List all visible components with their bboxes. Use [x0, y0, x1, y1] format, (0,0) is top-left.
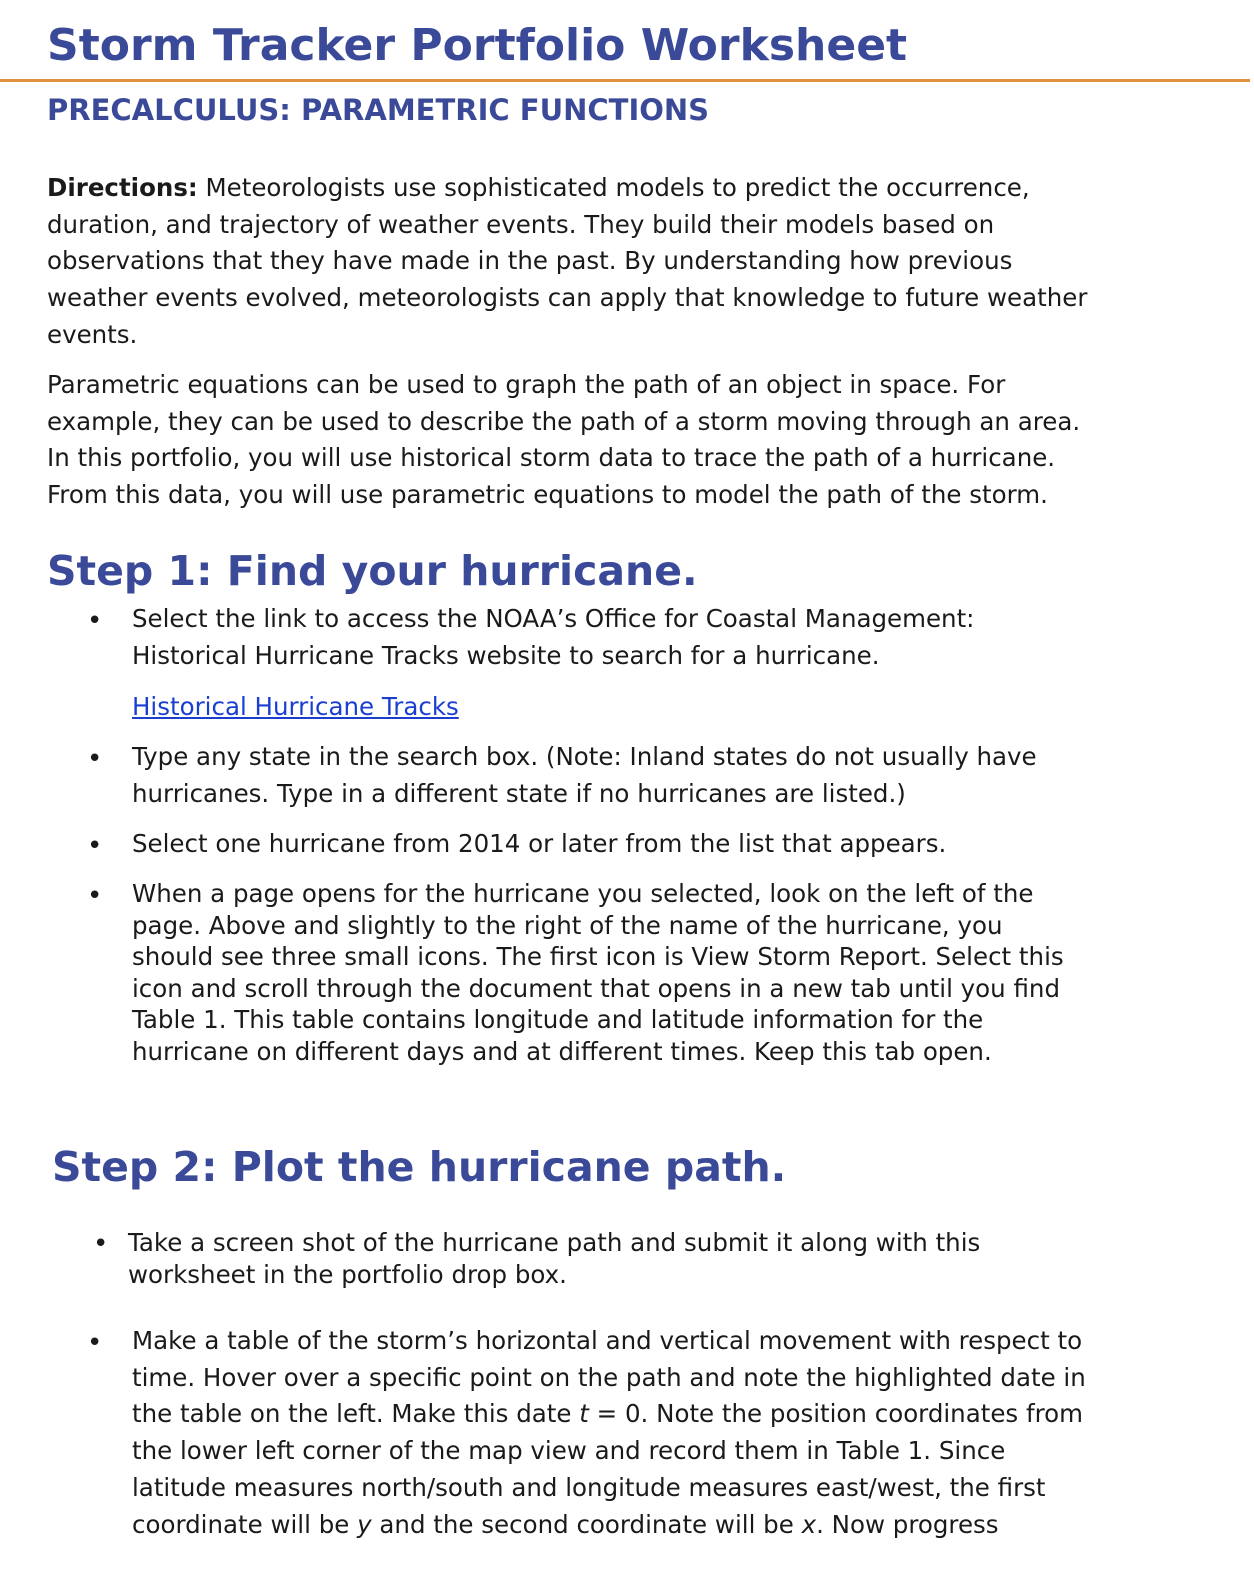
- page-title: Storm Tracker Portfolio Worksheet: [47, 20, 908, 71]
- bullet-marker: •: [87, 881, 103, 911]
- directions-label: Directions:: [47, 173, 198, 202]
- step1-bullet-2: Type any state in the search box. (Note: Inland states do not usually have hurricanes. Type in a different state if no hurricanes are listed.): [132, 742, 1037, 808]
- directions-paragraph: Directions: Meteorologists use sophisticated models to predict the occurrence, duration, and trajectory of weather events. They build their models based on observations that they have made in the past. By understanding how previous weather events evolved, meteorologists can apply that knowledge to future weather events.: [47, 173, 1088, 349]
- page-subtitle: PRECALCULUS: PARAMETRIC FUNCTIONS: [47, 93, 710, 127]
- bullet-marker: •: [87, 831, 103, 861]
- step2-bullet-2: Make a table of the storm’s horizontal and vertical movement with respect to time. Hover over a specific point on the path and note the highlighted date in the table on the left. Make this date t = 0. Note the position coordinates from the lower left corner of the map view and record them in Table 1. Since latitude measures north/south and longitude measures east/west, the first coordinate will be y and the second coordinate will be x. Now progress: [132, 1326, 1086, 1539]
- bullet-marker: •: [87, 1328, 103, 1358]
- bullet-marker: •: [93, 1229, 109, 1259]
- variable-x: x: [801, 1509, 817, 1539]
- step1-bullet-4: When a page opens for the hurricane you selected, look on the left of the page. Above and slightly to the right of the name of the hurricane, you should see three small icons. The first icon is View Storm Report. Select this icon and scroll through the document that opens in a new tab until you find Table 1. This table contains longitude and latitude information for the hurricane on different days and at different times. Keep this tab open.: [132, 879, 1064, 1066]
- step2-bullet-1: Take a screen shot of the hurricane path and submit it along with this worksheet in the portfolio drop box.: [128, 1228, 981, 1289]
- variable-t: t: [579, 1399, 589, 1429]
- variable-y: y: [357, 1509, 372, 1539]
- title-divider: [0, 79, 1250, 82]
- bullet-marker: •: [87, 744, 103, 774]
- step2-heading: Step 2: Plot the hurricane path.: [52, 1143, 787, 1191]
- bullet-marker: •: [87, 606, 103, 636]
- intro-paragraph: Parametric equations can be used to graph the path of an object in space. For example, they can be used to describe the path of a storm moving through an area. In this portfolio, you will use historical storm data to trace the path of a hurricane. From this data, you will use parametric equations to model the path of the storm.: [47, 370, 1081, 510]
- historical-hurricane-tracks-link[interactable]: Historical Hurricane Tracks: [132, 692, 459, 721]
- step1-bullet-1: Select the link to access the NOAA’s Office for Coastal Management: Historical Hurricane Tracks website to search for a hurricane.: [132, 604, 975, 670]
- step1-heading: Step 1: Find your hurricane.: [47, 547, 698, 595]
- step1-bullet-3: Select one hurricane from 2014 or later from the list that appears.: [132, 829, 947, 858]
